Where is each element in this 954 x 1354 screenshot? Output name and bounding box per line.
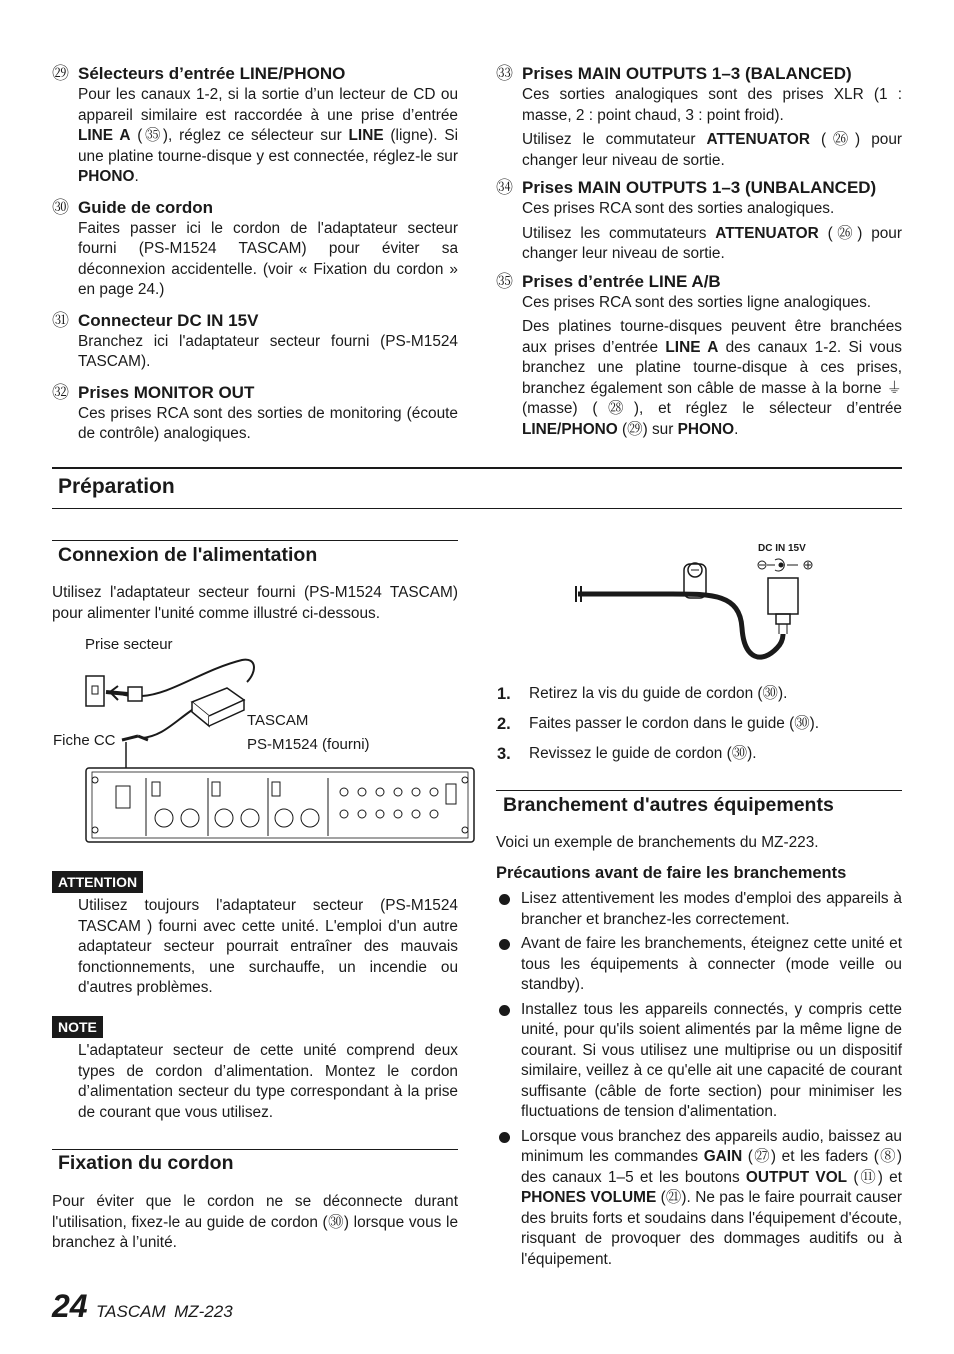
subsection-rule-fixation	[52, 1149, 458, 1150]
item-title: Connecteur DC IN 15V	[78, 310, 259, 330]
precaution-item	[496, 889, 902, 930]
item-paragraph: Utilisez les commutateurs ATTENUATOR (㉖) pour changer leur niveau de sortie.	[522, 224, 902, 262]
note-tag: NOTE	[52, 1016, 103, 1038]
item-entry	[496, 177, 902, 265]
left-item-list	[52, 63, 458, 454]
item-heading	[496, 271, 902, 293]
dc-in-label: DC IN 15V	[758, 543, 806, 554]
step-number: 1.	[497, 685, 511, 703]
item-entry	[52, 310, 458, 373]
bullet-icon	[499, 939, 510, 950]
item-heading	[52, 63, 458, 85]
step-text: Faites passer le cordon dans le guide (㉚).	[529, 715, 820, 732]
power-diagram	[52, 632, 476, 857]
label-adapter-model: PS-M1524 (fourni)	[247, 736, 370, 753]
section-title-preparation: Préparation	[58, 475, 175, 498]
item-entry	[52, 197, 458, 301]
section-rule-top	[52, 467, 902, 469]
page-number: 24	[52, 1288, 88, 1324]
precaution-text: Lisez attentivement les modes d'emploi des appareils à brancher et branchez-les correctement.	[521, 890, 902, 928]
step-number: 2.	[497, 715, 511, 733]
precaution-text: Avant de faire les branchements, éteignez cette unité et tous les équipements à connecter (mode veille ou standby).	[521, 935, 902, 993]
power-intro: Utilisez l'adaptateur secteur fourni (PS-M1524 TASCAM) pour alimenter l'unité comme illustré ci-dessous.	[52, 584, 458, 622]
item-title: Prises MONITOR OUT	[78, 382, 255, 402]
cord-guide-diagram	[572, 538, 834, 673]
precaution-item	[496, 1000, 902, 1123]
step-item	[497, 714, 902, 734]
footer-brand: TASCAM	[96, 1302, 166, 1321]
item-heading	[496, 63, 902, 85]
bullet-icon	[499, 894, 510, 905]
subsection-rule-other	[496, 790, 902, 791]
precaution-text: Installez tous les appareils connectés, y compris cette unité, pour qu'ils soient alimentés par la même ligne de courant. Si vous utilisez une multiprise ou un dispositif similaire, veillez à ce qu'elle ait une capacité de courant suffisante (câble de forte section) pour minimiser les fluctuations de tension d'alimentation.	[521, 1000, 902, 1120]
item-entry	[52, 382, 458, 445]
subsection-rule-power	[52, 540, 458, 541]
attention-tag: ATTENTION	[52, 871, 143, 893]
precautions-title: Précautions avant de faire les branchements	[496, 864, 847, 882]
page-footer	[52, 1288, 233, 1325]
item-entry	[496, 271, 902, 441]
item-title: Prises d’entrée LINE A/B	[522, 271, 721, 291]
subsection-title-power: Connexion de l'alimentation	[58, 544, 318, 566]
step-item	[497, 684, 902, 704]
item-paragraph: Des platines tourne-disques peuvent être branchées aux prises d’entrée LINE A des canaux 1-2. Si vous branchez une platine tourne-disque à ces prises, branchez également son câble de masse à la borne ⏚ (masse) (㉘), et réglez le sélecteur d’entrée LINE/PHONO (㉙) sur PHONO.	[522, 318, 902, 438]
item-title: Guide de cordon	[78, 197, 214, 217]
item-heading	[52, 197, 458, 219]
step-text: Revissez le guide de cordon (㉚).	[529, 745, 757, 762]
label-dc-plug: Fiche CC	[53, 732, 116, 749]
attention-text: Utilisez toujours l'adaptateur secteur (PS-M1524 TASCAM ) fourni avec cette unité. L'emploi d'un autre adaptateur secteur pourrait entraîner des mauvais fonctionnements, une surchauffe, un incendie ou d'autres problèmes.	[78, 897, 458, 996]
note-text: L'adaptateur secteur de cette unité comprend deux types de cordon d’alimentation. Montez le cordon d’alimentation secteur du type correspondant à la prise de courant que vous utilisez.	[78, 1042, 458, 1121]
item-heading	[52, 382, 458, 404]
bullet-icon	[499, 1005, 510, 1016]
item-paragraph: Ces sorties analogiques sont des prises XLR (1 : masse, 2 : point chaud, 3 : point froid).	[522, 86, 902, 124]
item-number: ㉛	[52, 310, 69, 330]
item-title: Prises MAIN OUTPUTS 1–3 (UNBALANCED)	[522, 178, 877, 197]
step-item	[497, 744, 902, 764]
item-heading	[496, 177, 902, 199]
step-list	[497, 684, 902, 774]
item-entry	[52, 63, 458, 188]
cord-guide-illustration	[572, 538, 834, 673]
item-paragraph: Ces prises RCA sont des sorties de monitoring (écoute de contrôle) analogiques.	[78, 404, 458, 442]
section-rule-bottom	[52, 508, 902, 509]
item-number: ㉚	[52, 197, 69, 217]
item-number: ㉟	[496, 271, 513, 291]
footer-model: MZ-223	[174, 1302, 233, 1321]
precaution-text: Lorsque vous branchez des appareils audio, baissez au minimum les commandes GAIN (㉗) et les faders (⑧) des canaux 1–5 et les boutons OUTPUT VOL (⑪) et PHONES VOLUME (㉑). Ne pas le faire pourrait causer des bruits forts et soudains dans l'équipement d'écoute, risquant de provoquer des dommages auditifs ou à l'équipement.	[521, 1127, 903, 1268]
item-number: ㉞	[496, 178, 513, 197]
precaution-item	[496, 934, 902, 996]
other-intro: Voici un exemple de branchements du MZ-223.	[496, 834, 819, 851]
label-adapter-brand: TASCAM	[247, 712, 309, 729]
bullet-icon	[499, 1132, 510, 1143]
subsection-title-fixation: Fixation du cordon	[58, 1152, 234, 1174]
fixation-text: Pour éviter que le cordon ne se déconnecte durant l'utilisation, fixez-le au guide de cordon (㉚) lorsque vous le branchez à l’unité.	[52, 1193, 458, 1251]
right-item-list	[496, 63, 902, 446]
item-number: ㉜	[52, 382, 69, 402]
subsection-title-other: Branchement d'autres équipements	[503, 794, 834, 816]
item-paragraph: Utilisez le commutateur ATTENUATOR (㉖) pour changer leur niveau de sortie.	[522, 131, 903, 169]
item-heading	[52, 310, 458, 332]
label-outlet: Prise secteur	[85, 636, 173, 653]
item-paragraph: Pour les canaux 1-2, si la sortie d’un lecteur de CD ou appareil similaire est raccordée à une prise d’entrée LINE A (㉟), réglez ce sélecteur sur LINE (ligne). Si une platine tourne-disque y est connectée, réglez-le sur PHONO.	[78, 86, 458, 185]
precaution-list	[496, 889, 902, 1274]
item-paragraph: Faites passer ici le cordon de l'adaptateur secteur fourni (PS-M1524 TASCAM) pour éviter sa déconnexion accidentelle. (voir « Fixation du cordon » en page 24.)	[78, 219, 458, 298]
step-number: 3.	[497, 745, 511, 763]
item-paragraph: Branchez ici l'adaptateur secteur fourni (PS-M1524 TASCAM).	[78, 332, 458, 370]
item-paragraph: Ces prises RCA sont des sorties ligne analogiques.	[522, 293, 872, 311]
item-number: ㉙	[52, 64, 69, 83]
item-title: Prises MAIN OUTPUTS 1–3 (BALANCED)	[522, 64, 852, 83]
item-number: ㉝	[496, 64, 513, 83]
item-entry	[496, 63, 902, 171]
item-title: Sélecteurs d’entrée LINE/PHONO	[78, 64, 346, 83]
precaution-item	[496, 1127, 902, 1271]
item-paragraph: Ces prises RCA sont des sorties analogiques.	[522, 200, 835, 217]
step-text: Retirez la vis du guide de cordon (㉚).	[529, 685, 788, 702]
power-connection-illustration	[52, 632, 476, 857]
